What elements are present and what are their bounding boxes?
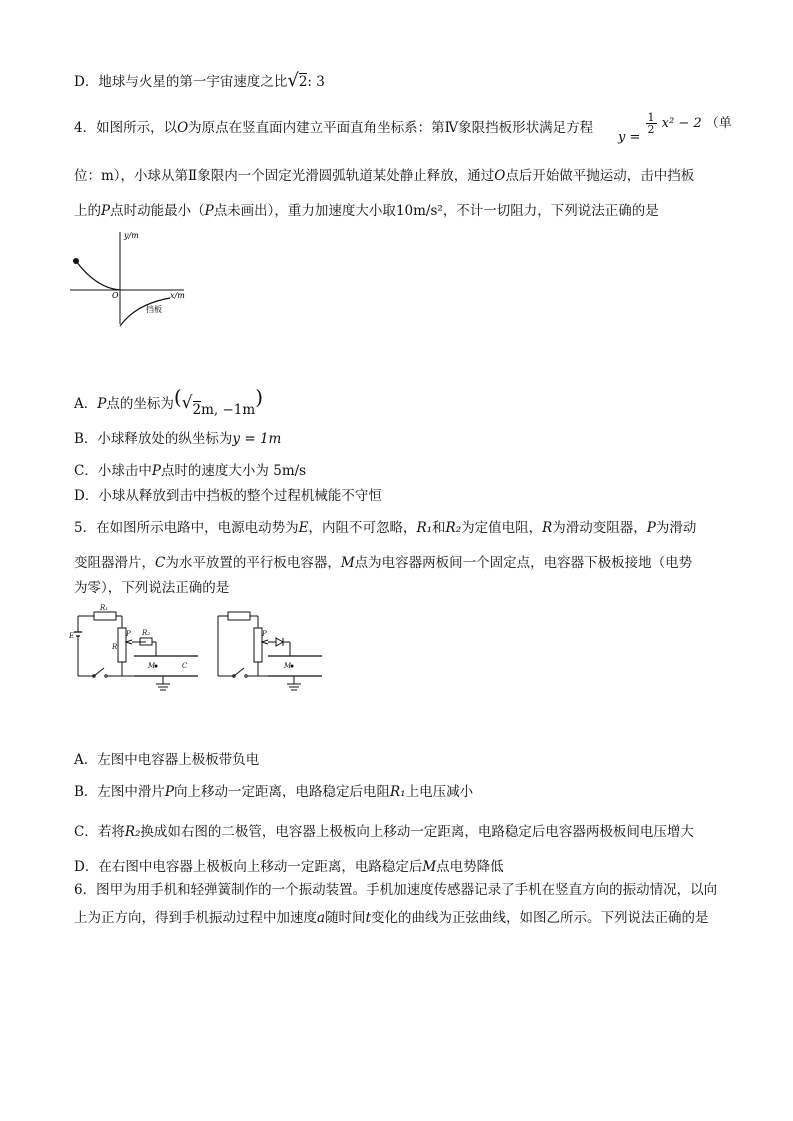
arc-track	[76, 261, 120, 290]
sqrt-sign: √	[287, 70, 299, 91]
svg-text:P: P	[262, 630, 267, 638]
q5-stem-line1: 5．在如图所示电路中，电源电动势为E，内阻不可忽略，R₁和R₂为定值电阻，R为滑动变阻器，P为滑动	[74, 520, 697, 536]
svg-text:R: R	[112, 643, 118, 651]
q4-option-c: C．小球击中P点时的速度大小为 5m/s	[74, 463, 307, 479]
rheostat-r	[118, 628, 126, 662]
svg-text:M: M	[148, 662, 156, 670]
q5-stem-line3: 为零），下列说法正确的是	[74, 580, 230, 596]
q5-option-c: C．若将R₂换成如右图的二极管，电容器上极板向上移动一定距离，电路稳定后电容器两极板间电压增大	[74, 824, 694, 840]
svg-text:E: E	[69, 632, 75, 640]
q4-stem-line3: 上的P点时动能最小（P点未画出），重力加速度大小取10m/s²，不计一切阻力，下列说法正确的是	[74, 203, 659, 219]
switch	[94, 668, 104, 676]
svg-text:R₂: R₂	[142, 629, 151, 637]
q4-option-b: B．小球释放处的纵坐标为y = 1m	[74, 431, 282, 447]
q4-stem-line1: 4．如图所示，以O为原点在竖直面内建立平面直角坐标系：第Ⅳ象限挡板形状满足方程	[74, 120, 594, 136]
diode-icon	[276, 638, 283, 646]
q4-option-a: A．P点的坐标为(√2m, −1m)	[74, 385, 263, 418]
q5-option-a: A．左图中电容器上极板带负电	[74, 752, 260, 768]
svg-text:C: C	[182, 662, 188, 670]
q4-stem-line2: 位：m），小球从第Ⅱ象限内一个固定光滑圆弧轨道某处静止释放，通过O点后开始做平抛运动，击中挡板	[74, 168, 695, 184]
svg-text:M: M	[284, 662, 292, 670]
resistor-r1	[94, 612, 116, 620]
y-axis-label: y/m	[124, 231, 139, 240]
q5-stem-line2: 变阻器滑片，C为水平放置的平行板电容器，M点为电容器两板间一个固定点，电容器下极板接地（电势	[74, 555, 693, 571]
slider-p	[126, 640, 132, 644]
q4-figure	[66, 228, 196, 328]
q5-option-b: B．左图中滑片P向上移动一定距离，电路稳定后电阻R₁上电压减小	[74, 784, 474, 800]
q5-option-d: D．在右图中电容器上极板向上移动一定距离，电路稳定后M点电势降低	[74, 859, 504, 875]
q5-right-circuit	[210, 604, 326, 696]
svg-text:R₁: R₁	[100, 604, 109, 612]
x-axis-label: x/m	[170, 291, 185, 300]
q4-equation: y = $\frac{1}{2}$ x² − 2 （单	[618, 111, 732, 145]
q6-stem: 6．图甲为用手机和轻弹簧制作的一个振动装置。手机加速度传感器记录了手机在竖直方向的振动情况，以向上为正方向，得到手机振动过程中加速度a随时间t变化的曲线为正弦曲线，如图乙所示。下列说法正确的是	[74, 882, 718, 926]
origin-label: O	[112, 291, 119, 300]
q3-option-d: D．地球与火星的第一宇宙速度之比√2: 3	[74, 70, 325, 91]
board-curve	[120, 298, 170, 326]
q5-left-circuit	[66, 604, 200, 696]
svg-text:P: P	[126, 630, 131, 638]
board-label: 挡板	[146, 305, 162, 314]
q4-option-d: D．小球从释放到击中挡板的整个过程机械能不守恒	[74, 488, 382, 504]
ball	[73, 258, 79, 264]
